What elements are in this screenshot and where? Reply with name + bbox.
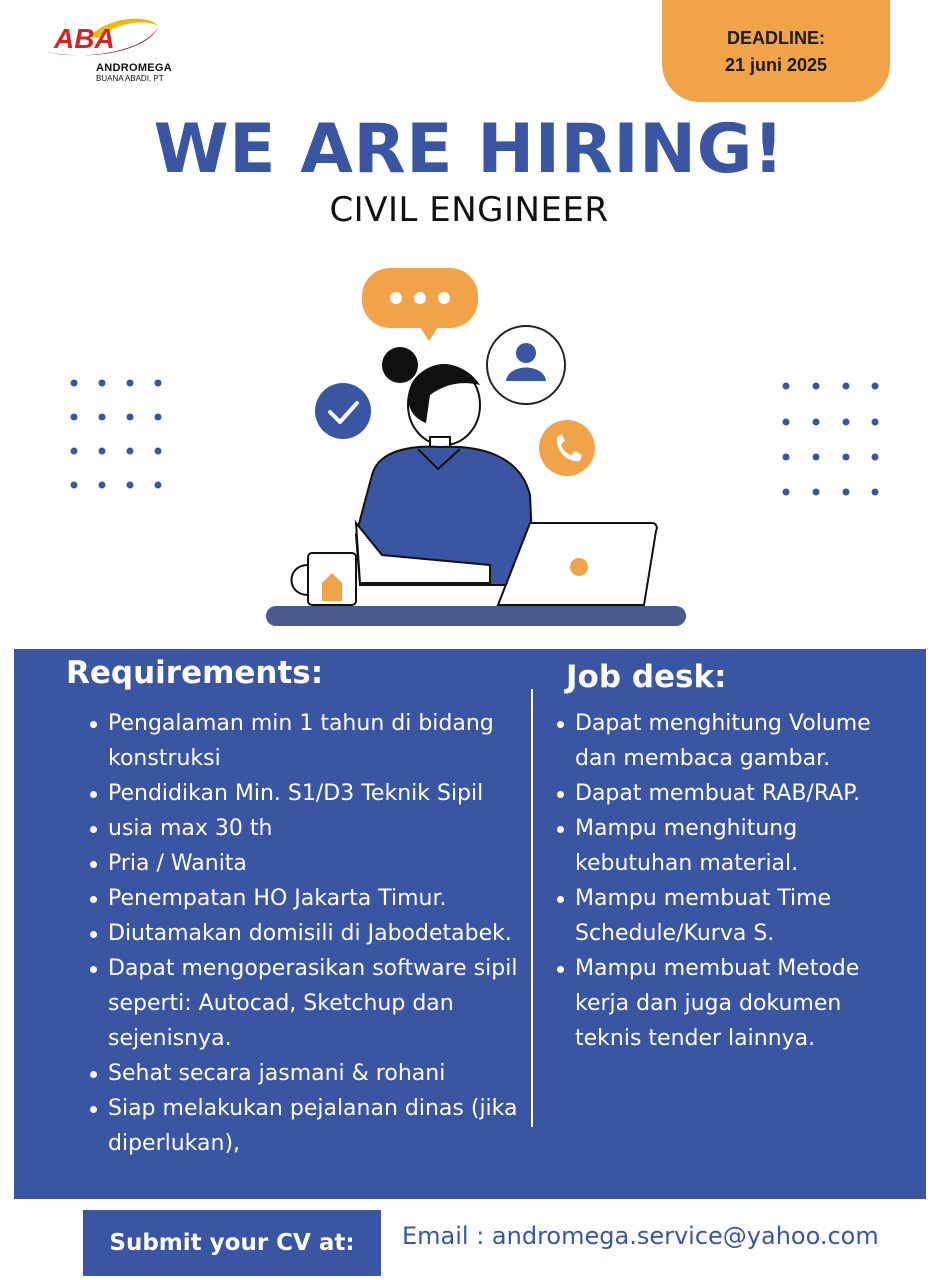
aba-logo-mark [40,14,200,64]
job-desk-title: Job desk: [566,659,727,695]
requirement-item: Pendidikan Min. S1/D3 Teknik Sipil [88,776,528,811]
position-title: CIVIL ENGINEER [329,190,609,230]
chat-bubble-icon [362,268,478,341]
requirement-item: Pengalaman min 1 tahun di bidang konstruksi [88,706,528,776]
phone-icon [539,420,595,476]
job-desk-item: Dapat menghitung Volume dan membaca gambar. [555,706,905,776]
column-divider [531,689,533,1127]
requirement-item: Pria / Wanita [88,846,528,881]
user-circle-icon [487,326,565,404]
check-circle-icon [315,383,371,439]
deadline-date: 21 juni 2025 [724,55,828,75]
deadline-label: DEADLINE: [727,28,825,48]
deadline-badge [662,0,890,102]
hiring-headline: WE ARE HIRING! [153,110,785,189]
company-suffix: BUANA ABADI, PT [96,73,164,83]
requirements-title: Requirements: [66,655,324,691]
job-desk-item: Mampu menghitung kebutuhan material. [555,811,905,881]
job-desk-item: Dapat membuat RAB/RAP. [555,776,905,811]
job-desk-list [555,706,905,1056]
mug-icon [292,553,357,605]
left-dot-grid [71,380,162,489]
job-desk-item: Mampu membuat Metode kerja dan juga dokumen teknis tender lainnya. [555,951,905,1056]
right-dot-grid [783,383,879,496]
requirement-item: Diutamakan domisili di Jabodetabek. [88,916,528,951]
requirement-item: Sehat secara jasmani & rohani [88,1056,528,1091]
requirement-item: usia max 30 th [88,811,528,846]
logo-letters: ABA [54,23,115,54]
company-name: ANDROMEGA [96,62,173,74]
desk [266,606,686,626]
submit-cv-label: Submit your CV at: [83,1210,381,1276]
details-panel [14,649,926,1199]
requirement-item: Dapat mengoperasikan software sipil seperti: Autocad, Sketchup dan sejenisnya. [88,951,528,1056]
contact-email[interactable]: Email : andromega.service@yahoo.com [402,1222,879,1250]
company-logo [40,14,200,90]
requirement-item: Penempatan HO Jakarta Timur. [88,881,528,916]
requirements-list [88,706,528,1161]
job-desk-item: Mampu membuat Time Schedule/Kurva S. [555,881,905,951]
illustration-woman-at-laptop [60,255,890,635]
requirement-item: Siap melakukan pejalanan dinas (jika diperlukan), [88,1091,528,1161]
